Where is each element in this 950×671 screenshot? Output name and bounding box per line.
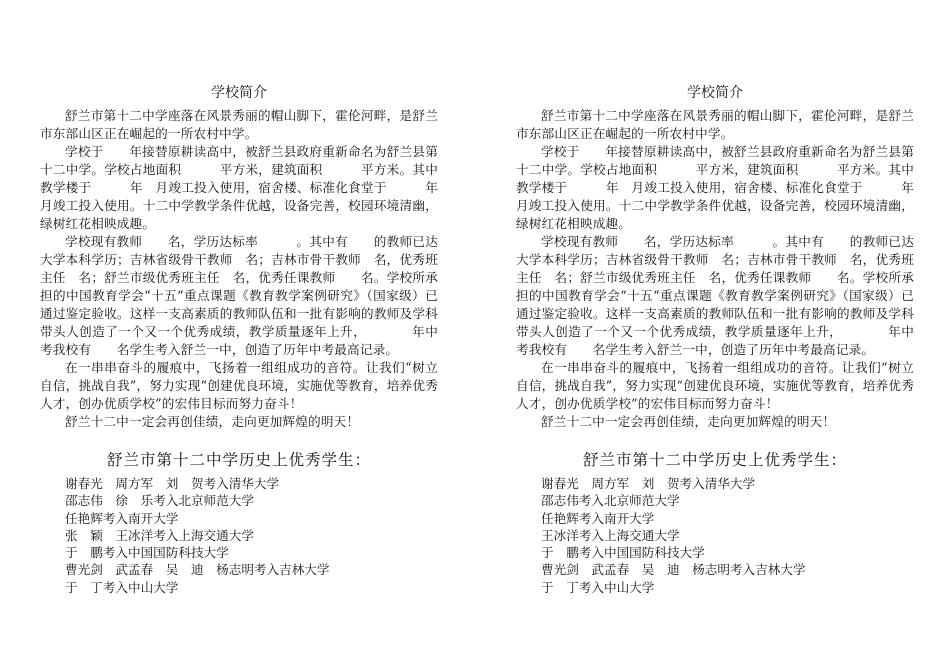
doc-title: 学校简介 [687,85,743,101]
honor-item: 张 颖 王冰洋考入上海交通大学 [65,527,254,543]
honor-item: 曹光剑 武孟春 吴 迪 杨志明考入吉林大学 [65,562,330,578]
honor-item: 于 鹏考入中国国防科技大学 [65,545,229,561]
honor-list [40,475,438,596]
intro-paragraph: 舒兰市第十二中学座落在风景秀丽的帽山脚下，霍伦河畔，是舒兰市东部山区正在崛起的一所农村中学。 [516,108,914,141]
honor-item: 于 丁考入中山大学 [541,579,655,595]
teachers-paragraph: 学校现有教师 名，学历达标率 。其中有 的教师已达大学本科学历；吉林省级骨干教师 名；吉林市骨干教师 名，优秀班主任 名；舒兰市级优秀班主任 名，优秀任课教师 名。学校所承担的中国教育学会“十五“重点课题《教育教学案例研究》（国家级）已通过鉴定验收。这样一支高素质的教师队伍和一批有影响的教师及学科带头人创造了一个又一个优秀成绩，教学质量逐年上升， 年中考我校有 名学生考入舒兰一中，创造了历年中考最高记录。 [40,234,438,357]
goals-paragraph: 在一串串奋斗的履痕中，飞扬着一组组成功的音符。让我们“树立自信，挑战自我”，努力实现“创建优良环境，实施优等教育，培养优秀人才，创办优质学校”的宏伟目标而努力奋斗！ [40,360,438,411]
right-column [516,82,927,596]
honor-item: 邵志伟 徐 乐考入北京师范大学 [65,493,254,509]
teachers-paragraph: 学校现有教师 名，学历达标率 。其中有 的教师已达大学本科学历；吉林省级骨干教师 名；吉林市骨干教师 名，优秀班主任 名；舒兰市级优秀班主任 名，优秀任课教师 名。学校所承担的中国教育学会“十五“重点课题《教育教学案例研究》（国家级）已通过鉴定验收。这样一支高素质的教师队伍和一批有影响的教师及学科带头人创造了一个又一个优秀成绩，教学质量逐年上升， 年中考我校有 名学生考入舒兰一中，创造了历年中考最高记录。 [516,234,914,357]
honor-item: 曹光剑 武孟春 吴 迪 杨志明考入吉林大学 [541,562,806,578]
left-column [40,82,451,596]
facilities-paragraph: 学校于 年接替原耕读高中，被舒兰县政府重新命名为舒兰县第十二中学。学校占地面积 平方米，建筑面积 平方米。其中教学楼于 年 月竣工投入使用，宿舍楼、标准化食堂于 年 月竣工投入使用。十二中学教学条件优越，设备完善，校园环境清幽，绿树红花相映成趣。 [40,144,451,231]
honor-title: 舒兰市第十二中学历史上优秀学生： [582,451,847,469]
doc-title: 学校简介 [211,85,267,101]
honor-item: 于 丁考入中山大学 [65,579,179,595]
honor-list [516,475,914,596]
honor-item: 任艳辉考入南开大学 [541,510,655,526]
honor-item: 王冰洋考入上海交通大学 [541,527,680,543]
honor-title: 舒兰市第十二中学历史上优秀学生： [106,451,371,469]
closing-paragraph: 舒兰十二中一定会再创佳绩，走向更加辉煌的明天！ [65,414,360,429]
honor-item: 于 鹏考入中国国防科技大学 [541,545,705,561]
honor-item: 谢春光 周方军 刘 贺考入清华大学 [65,476,280,491]
honor-item: 任艳辉考入南开大学 [65,510,179,526]
facilities-paragraph: 学校于 年接替原耕读高中，被舒兰县政府重新命名为舒兰县第十二中学。学校占地面积 平方米，建筑面积 平方米。其中教学楼于 年 月竣工投入使用，宿舍楼、标准化食堂于 年 月竣工投入使用。十二中学教学条件优越，设备完善，校园环境清幽，绿树红花相映成趣。 [516,144,927,231]
intro-paragraph: 舒兰市第十二中学座落在风景秀丽的帽山脚下，霍伦河畔，是舒兰市东部山区正在崛起的一所农村中学。 [40,108,438,141]
honor-item: 邵志伟考入北京师范大学 [541,493,680,509]
honor-item: 谢春光 周方军 刘 贺考入清华大学 [541,476,756,491]
closing-paragraph: 舒兰十二中一定会再创佳绩，走向更加辉煌的明天！ [541,414,836,429]
goals-paragraph: 在一串串奋斗的履痕中，飞扬着一组组成功的音符。让我们“树立自信，挑战自我”，努力实现“创建优良环境，实施优等教育，培养优秀人才，创办优质学校”的宏伟目标而努力奋斗！ [516,360,914,411]
